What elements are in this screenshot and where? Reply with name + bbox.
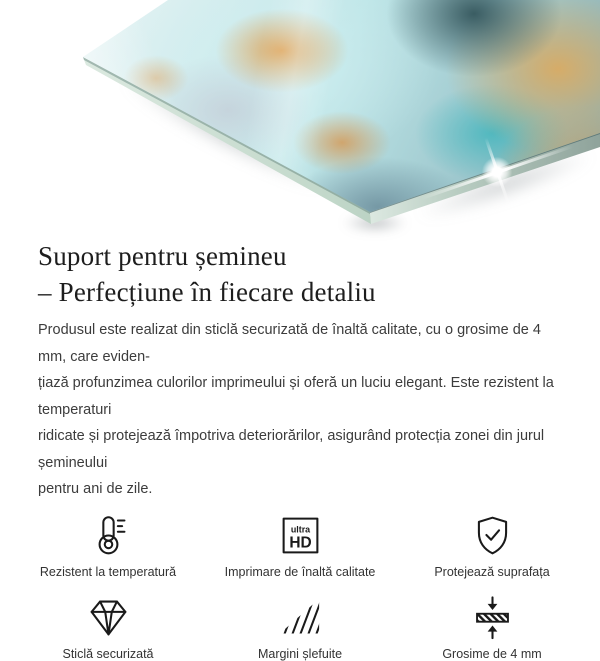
ultra-hd-icon <box>278 513 323 558</box>
svg-text:ultra: ultra <box>290 524 310 535</box>
sparkle-glow <box>482 157 512 187</box>
feature-label: Imprimare de înaltă calitate <box>224 564 376 579</box>
feature-surface-protection <box>396 507 588 579</box>
thickness-arrows-icon <box>470 595 515 640</box>
page-title-line2: – Perfecțiune în fiecare detaliu <box>38 277 376 307</box>
feature-tempered-glass <box>12 589 204 661</box>
feature-print-quality <box>204 507 396 579</box>
shield-check-icon <box>470 513 515 558</box>
page-title <box>38 238 570 310</box>
description-line: țiază profunzimea culorilor imprimeului și oferă un luciu elegant. Este rezistent la temperaturi <box>38 375 554 418</box>
description-line: Produsul este realizat din sticlă securizată de înaltă calitate, cu o grosime de 4 mm, care eviden- <box>38 322 541 365</box>
feature-temperature <box>12 507 204 579</box>
product-photo <box>0 0 600 230</box>
thermometer-icon <box>86 513 131 558</box>
product-description <box>38 317 570 503</box>
feature-grid <box>0 507 600 661</box>
svg-text:HD: HD <box>288 534 312 552</box>
feature-label: Protejează suprafața <box>434 564 550 579</box>
diamond-icon <box>86 595 131 640</box>
feature-label: Sticlă securizată <box>62 646 154 661</box>
feature-thickness <box>396 589 588 661</box>
page-title-line1: Suport pentru șemineu <box>38 241 287 271</box>
feature-label: Rezistent la temperatură <box>39 564 177 579</box>
polished-edges-icon <box>278 595 323 640</box>
description-line: ridicate și protejează împotriva deteriorărilor, asigurând protecția zonei din jurul șemineului <box>38 428 545 471</box>
feature-label: Margini șlefuite <box>257 646 343 661</box>
description-line: pentru ani de zile. <box>38 481 153 497</box>
product-description-block <box>0 230 600 503</box>
feature-label: Grosime de 4 mm <box>442 646 542 661</box>
feature-polished-edges <box>204 589 396 661</box>
